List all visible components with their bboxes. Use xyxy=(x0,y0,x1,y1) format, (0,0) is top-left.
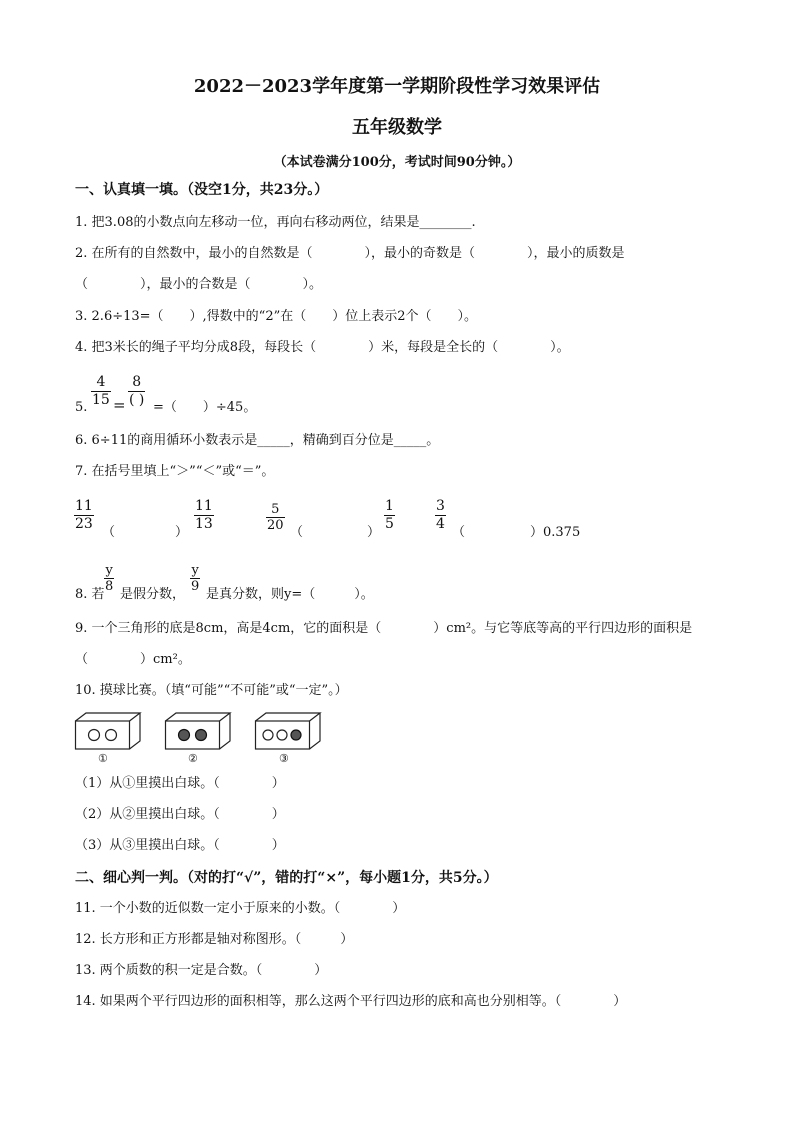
question-7: 7. 在括号里填上“＞”“＜”或“＝”。 xyxy=(75,464,275,479)
question-2-line2: （ ），最小的合数是（ ）。 xyxy=(75,277,323,292)
section2-heading: 二、细心判一判。（对的打“√”，错的打“×”，每小题1分，共5分。） xyxy=(75,870,498,886)
question-1: 1. 把3.08的小数点向左移动一位，再向右移动两位，结果是________. xyxy=(75,215,476,230)
exam-note: （本试卷满分100分，考试时间90分钟。） xyxy=(273,155,521,170)
compare-paren-left-2: （ xyxy=(290,525,304,540)
question-8-suffix: 是真分数，则y=（ ）。 xyxy=(206,587,374,602)
question-8-prefix: 8. 若 xyxy=(75,587,105,602)
question-10-sub2: （2）从②里摸出白球。（ ） xyxy=(75,807,285,822)
compare-0375: （ ）0.375 xyxy=(452,525,581,540)
fraction-3-4: $\frac{3}{4}$ xyxy=(436,498,445,532)
question-8-mid: 是假分数， xyxy=(120,587,186,602)
question-9-line2: （ ）cm²。 xyxy=(75,652,191,667)
question-5-rest: =（ ）÷45。 xyxy=(153,400,257,415)
question-4: 4. 把3米长的绳子平均分成8段，每段长（ ）米，每段是全长的（ ）。 xyxy=(75,340,570,355)
equals-sign: = xyxy=(113,396,126,414)
compare-paren-left: （ xyxy=(102,525,116,540)
ball-box-1 xyxy=(74,711,144,751)
box-label-3: ③ xyxy=(279,752,289,765)
question-9-line1: 9. 一个三角形的底是8cm，高是4cm，它的面积是（ ）cm²。与它等底等高的平行四边形的面积是 xyxy=(75,621,693,636)
question-13: 13. 两个质数的积一定是合数。（ ） xyxy=(75,963,328,978)
question-10-sub3: （3）从③里摸出白球。（ ） xyxy=(75,838,285,853)
fraction-11-13: $\frac{11}{13}$ xyxy=(195,498,213,532)
fraction-1-5: $\frac{1}{5}$ xyxy=(385,498,394,532)
fraction-8-blank: 8 ( ) xyxy=(129,374,145,408)
question-14: 14. 如果两个平行四边形的面积相等，那么这两个平行四边形的底和高也分别相等。（ ） xyxy=(75,994,627,1009)
question-5-prefix: 5. xyxy=(75,400,88,415)
question-12: 12. 长方形和正方形都是轴对称图形。（ ） xyxy=(75,932,354,947)
fraction-y-9: $\frac{y}{9}$ xyxy=(191,563,200,594)
question-11: 11. 一个小数的近似数一定小于原来的小数。（ ） xyxy=(75,901,406,916)
question-2-line1: 2. 在所有的自然数中，最小的自然数是（ ），最小的奇数是（ ），最小的质数是 xyxy=(75,246,625,261)
fraction-4-15: $\frac{4}{15}$ xyxy=(92,374,110,408)
fraction-y-8: $\frac{y}{8}$ xyxy=(105,563,114,594)
question-10: 10. 摸球比赛。（填“可能”“不可能”或“一定”。） xyxy=(75,683,348,698)
exam-subtitle: 五年级数学 xyxy=(352,117,442,138)
box-label-1: ① xyxy=(98,752,108,765)
compare-paren-right-2: ） xyxy=(367,525,381,540)
exam-title: 2022－2023学年度第一学期阶段性学习效果评估 xyxy=(193,76,601,97)
question-6: 6. 6÷11的商用循环小数表示是_____，精确到百分位是_____。 xyxy=(75,433,440,448)
fraction-11-23: $\frac{11}{23}$ xyxy=(75,498,93,532)
ball-box-3 xyxy=(254,711,324,751)
fraction-5-20: $\frac{5}{20}$ xyxy=(267,502,284,533)
section1-heading: 一、认真填一填。（没空1分，共23分。） xyxy=(75,182,329,198)
ball-box-2 xyxy=(164,711,234,751)
box-label-2: ② xyxy=(188,752,198,765)
question-3: 3. 2.6÷13=（ ）,得数中的“2”在（ ）位上表示2个（ ）。 xyxy=(75,309,478,324)
compare-paren-right: ） xyxy=(175,525,189,540)
question-10-sub1: （1）从①里摸出白球。（ ） xyxy=(75,776,285,791)
